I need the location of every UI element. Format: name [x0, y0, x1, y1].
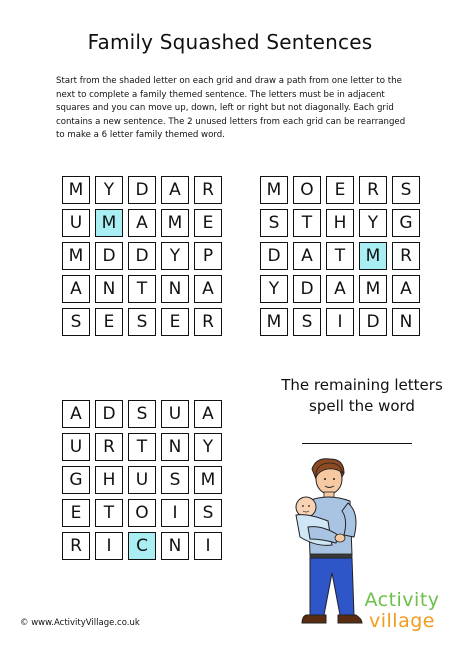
- grid-cell[interactable]: N: [392, 308, 420, 336]
- grid-cell[interactable]: A: [326, 275, 354, 303]
- grid-cell[interactable]: S: [194, 499, 222, 527]
- copyright-footer: © www.ActivityVillage.co.uk: [20, 618, 140, 628]
- grid-cell[interactable]: N: [95, 275, 123, 303]
- grid-cell[interactable]: Y: [95, 176, 123, 204]
- grid-cell[interactable]: H: [326, 209, 354, 237]
- grid-cell[interactable]: I: [326, 308, 354, 336]
- grid-cell[interactable]: U: [161, 400, 189, 428]
- remaining-prompt-line-2: spell the word: [309, 397, 415, 415]
- grid-cell[interactable]: A: [194, 400, 222, 428]
- grid-cell[interactable]: P: [194, 242, 222, 270]
- grid-cell[interactable]: T: [293, 209, 321, 237]
- grid-cell[interactable]: M: [62, 176, 90, 204]
- grid-cell[interactable]: Y: [260, 275, 288, 303]
- grid-cell[interactable]: R: [392, 242, 420, 270]
- grid-cell[interactable]: R: [194, 308, 222, 336]
- grid-cell[interactable]: R: [359, 176, 387, 204]
- grid-cell[interactable]: D: [260, 242, 288, 270]
- grid-cell[interactable]: I: [161, 499, 189, 527]
- grid-cell[interactable]: G: [62, 466, 90, 494]
- grid-cell[interactable]: T: [95, 499, 123, 527]
- grid-cell[interactable]: I: [194, 532, 222, 560]
- grid-cell[interactable]: S: [128, 400, 156, 428]
- remaining-prompt-line-1: The remaining letters: [281, 376, 443, 394]
- grid-cell[interactable]: A: [62, 275, 90, 303]
- grid-cell[interactable]: E: [194, 209, 222, 237]
- grid-cell[interactable]: N: [161, 532, 189, 560]
- grid-cell[interactable]: N: [161, 433, 189, 461]
- logo-word-village: village: [369, 610, 435, 632]
- grid-cell[interactable]: S: [62, 308, 90, 336]
- instructions-text: Start from the shaded letter on each grid and draw a path from one letter to the next to complete a family themed sentence. The letters must be in adjacent squares and you can move up, down, left or right but not diagonally. Each grid contains a new sentence. The 2 unused letters from each grid can be rearranged to make a 6 letter family themed word.: [56, 76, 406, 141]
- grid-cell[interactable]: N: [161, 275, 189, 303]
- grid-cell[interactable]: H: [95, 466, 123, 494]
- grid-cell[interactable]: M: [161, 209, 189, 237]
- grid-cell[interactable]: A: [392, 275, 420, 303]
- grid-cell[interactable]: M: [260, 176, 288, 204]
- grid-cell[interactable]: D: [293, 275, 321, 303]
- grid-cell[interactable]: T: [326, 242, 354, 270]
- grid-cell[interactable]: S: [392, 176, 420, 204]
- grid-cell[interactable]: E: [95, 308, 123, 336]
- page-title: Family Squashed Sentences: [87, 30, 373, 54]
- grid-cell[interactable]: O: [128, 499, 156, 527]
- grid-cell[interactable]: S: [293, 308, 321, 336]
- grid-cell[interactable]: S: [260, 209, 288, 237]
- grid-cell[interactable]: R: [62, 532, 90, 560]
- grid-cell[interactable]: Y: [161, 242, 189, 270]
- grid-cell[interactable]: D: [95, 242, 123, 270]
- grid-cell[interactable]: U: [62, 433, 90, 461]
- grid-cell[interactable]: T: [128, 433, 156, 461]
- grid-cell[interactable]: D: [128, 242, 156, 270]
- grid-cell[interactable]: A: [62, 400, 90, 428]
- grid-cell[interactable]: A: [128, 209, 156, 237]
- grid-cell[interactable]: A: [293, 242, 321, 270]
- letter-grid-1: [62, 176, 222, 336]
- grid-cell[interactable]: S: [128, 308, 156, 336]
- grid-cell[interactable]: M: [260, 308, 288, 336]
- grid-cell[interactable]: S: [161, 466, 189, 494]
- grid-cell[interactable]: G: [392, 209, 420, 237]
- grid-cell[interactable]: E: [161, 308, 189, 336]
- grid-cell[interactable]: M: [194, 466, 222, 494]
- grid-cell[interactable]: I: [95, 532, 123, 560]
- grid-cell[interactable]: M: [62, 242, 90, 270]
- grid-cell[interactable]: U: [62, 209, 90, 237]
- grid-cell[interactable]: D: [95, 400, 123, 428]
- grid-cell[interactable]: O: [293, 176, 321, 204]
- activity-village-logo: [352, 590, 452, 642]
- grid-cell[interactable]: M: [359, 275, 387, 303]
- grid-cell[interactable]: R: [194, 176, 222, 204]
- grid-cell-start-shaded[interactable]: M: [95, 209, 123, 237]
- grid-cell[interactable]: T: [128, 275, 156, 303]
- grid-cell-start-shaded[interactable]: C: [128, 532, 156, 560]
- grid-cell[interactable]: A: [194, 275, 222, 303]
- remaining-letters-prompt: [262, 375, 460, 417]
- grid-cell-start-shaded[interactable]: M: [359, 242, 387, 270]
- grid-cell[interactable]: D: [359, 308, 387, 336]
- letter-grid-2: [260, 176, 420, 336]
- logo-word-activity: Activity: [364, 589, 440, 611]
- grid-cell[interactable]: Y: [194, 433, 222, 461]
- grid-cell[interactable]: A: [161, 176, 189, 204]
- grid-cell[interactable]: E: [326, 176, 354, 204]
- grid-cell[interactable]: R: [95, 433, 123, 461]
- grid-cell[interactable]: D: [128, 176, 156, 204]
- grid-cell[interactable]: E: [62, 499, 90, 527]
- grid-cell[interactable]: Y: [359, 209, 387, 237]
- grid-cell[interactable]: U: [128, 466, 156, 494]
- answer-line[interactable]: [302, 443, 412, 444]
- letter-grid-3: [62, 400, 222, 560]
